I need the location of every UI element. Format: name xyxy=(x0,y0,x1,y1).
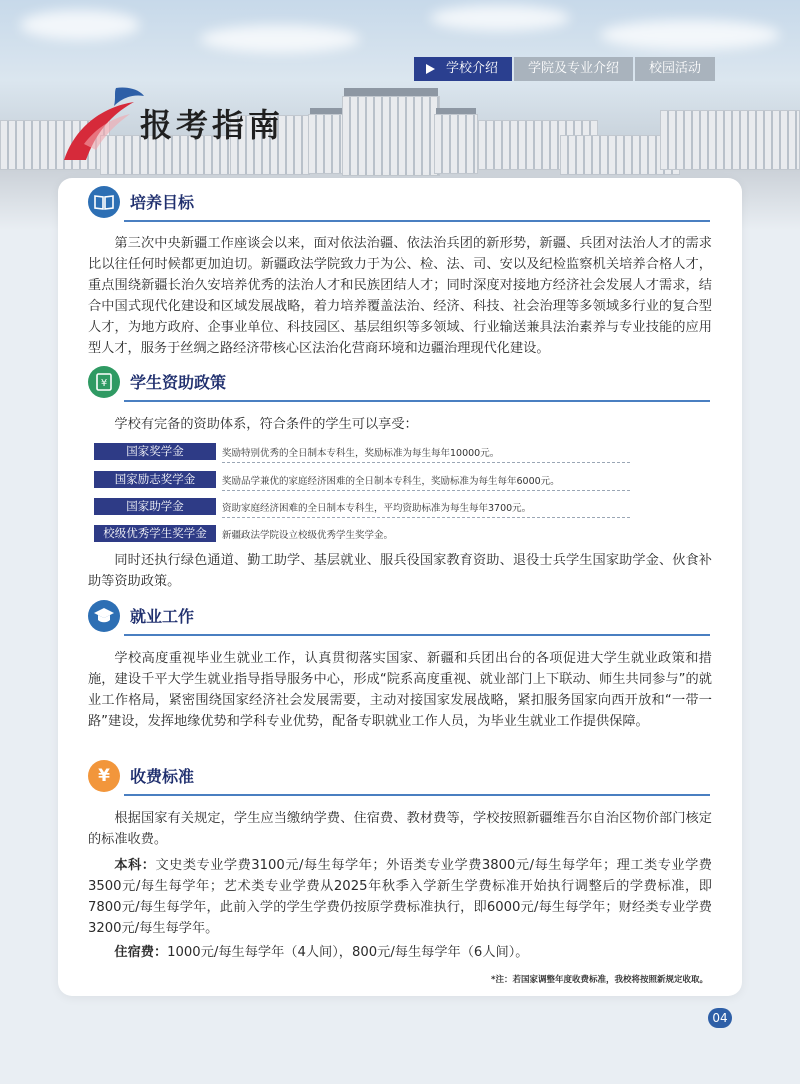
aid-desc: 资助家庭经济困难的全日制本专科生，平均资助标准为每生每年3700元。 xyxy=(222,503,532,514)
training-body: 第三次中央新疆工作座谈会以来，面对依法治疆、依法治兵团的新形势，新疆、兵团对法治人才的需求比以往任何时候都更加迫切。新疆政法学院致力于为公、检、法、司、安以及纪检监察机关培养合格人才，重点围绕新疆长治久安培养优秀的法治人才和民族团结人才；同时深度对接地方经济社会发展人才需求，结合中国式现代化建设和区域发展战略，着力培养覆盖法治、经济、科技、社会治理等多领域多行业的复合型人才，为地方政府、企事业单位、科技园区、基层组织等多领域、行业输送兼具法治素养与专业技能的应用型人才，服务于丝绸之路经济带核心区法治化营商环境和边疆治理现代化建设。 xyxy=(88,236,712,356)
dashed-divider xyxy=(222,517,630,518)
dashed-divider xyxy=(222,490,630,491)
section-header-employment xyxy=(88,600,710,632)
aid-item xyxy=(94,498,630,518)
section-divider xyxy=(124,634,710,636)
section-title-employment: 就业工作 xyxy=(130,609,195,626)
fees-dorm xyxy=(88,942,712,963)
undergrad-label: 本科： xyxy=(114,858,156,873)
section-header-fees xyxy=(88,760,710,792)
tab-colleges-majors[interactable]: 学院及专业介绍 xyxy=(514,57,633,81)
aid-desc: 奖励特别优秀的全日制本专科生，奖励标准为每生每年10000元。 xyxy=(222,448,500,459)
yuan-icon: ¥ xyxy=(88,760,120,792)
dorm-text: 1000元/每生每学年（4人间），800元/每生每学年（6人间）。 xyxy=(167,945,529,960)
aid-item xyxy=(94,471,630,491)
section-title-aid: 学生资助政策 xyxy=(130,375,227,392)
dorm-label: 住宿费： xyxy=(114,945,168,960)
tab-campus-activities[interactable]: 校园活动 xyxy=(635,57,715,81)
swoosh-logo-icon xyxy=(56,84,146,164)
aid-tag: 国家助学金 xyxy=(94,498,216,515)
employment-body: 学校高度重视毕业生就业工作，认真贯彻落实国家、新疆和兵团出台的各项促进大学生就业政策和措施，建设千平大学生就业指导指导服务中心，形成“院系高度重视、就业部门上下联动、师生共同参与”的就业工作格局，紧密围绕国家经济社会发展需要，主动对接国家发展战略，紧扣服务国家向西开放和“一带一路”建设，发挥地缘优势和学科专业优势，配备专职就业工作人员，为毕业生就业工作提供保障。 xyxy=(88,651,712,729)
section-title-fees: 收费标准 xyxy=(130,769,195,786)
section-title-training: 培养目标 xyxy=(130,195,195,212)
page-title: 报考指南 xyxy=(140,106,285,144)
section-tabs xyxy=(412,57,715,81)
aid-intro: 学校有完备的资助体系，符合条件的学生可以享受： xyxy=(114,417,418,432)
dashed-divider xyxy=(222,462,630,463)
fees-intro: 根据国家有关规定，学生应当缴纳学费、住宿费、教材费等，学校按照新疆维吾尔自治区物价部门核定的标准收费。 xyxy=(88,811,712,847)
graduation-cap-icon xyxy=(88,600,120,632)
aid-desc: 新疆政法学院设立校级优秀学生奖学金。 xyxy=(222,530,394,541)
fees-undergrad xyxy=(88,855,712,939)
section-divider xyxy=(124,794,710,796)
aid-desc: 奖励品学兼优的家庭经济困难的全日制本专科生，奖励标准为每生每年6000元。 xyxy=(222,476,560,487)
book-icon xyxy=(88,186,120,218)
aid-item xyxy=(94,443,630,463)
fee-note: *注：若国家调整年度收费标准，我校将按照新规定收取。 xyxy=(491,975,708,985)
aid-tag: 校级优秀学生奖学金 xyxy=(94,525,216,542)
section-divider xyxy=(124,400,710,402)
aid-item xyxy=(94,525,630,545)
aid-outro: 同时还执行绿色通道、勤工助学、基层就业、服兵役国家教育资助、退役士兵学生国家助学金、伙食补助等资助政策。 xyxy=(88,553,712,589)
section-header-training xyxy=(88,186,710,218)
section-header-aid xyxy=(88,366,710,398)
svg-text:¥: ¥ xyxy=(100,378,108,389)
aid-tag: 国家励志奖学金 xyxy=(94,471,216,488)
tab-school-intro[interactable]: 学校介绍 xyxy=(414,57,512,81)
aid-tag: 国家奖学金 xyxy=(94,443,216,460)
section-divider xyxy=(124,220,710,222)
page-number: 04 xyxy=(708,1008,732,1028)
undergrad-text: 文史类专业学费3100元/每生每学年；外语类专业学费3800元/每生每学年；理工类专业学费3500元/每生每学年；艺术类专业学费从2025年秋季入学新生学费标准开始执行调整后的学费标准，即7800元/每生每学年，此前入学的学生学费仍按原学费标准执行，即6000元/每生每学年；财经类专业学费3200元/每生每学年。 xyxy=(88,858,712,936)
money-book-icon xyxy=(88,366,120,398)
